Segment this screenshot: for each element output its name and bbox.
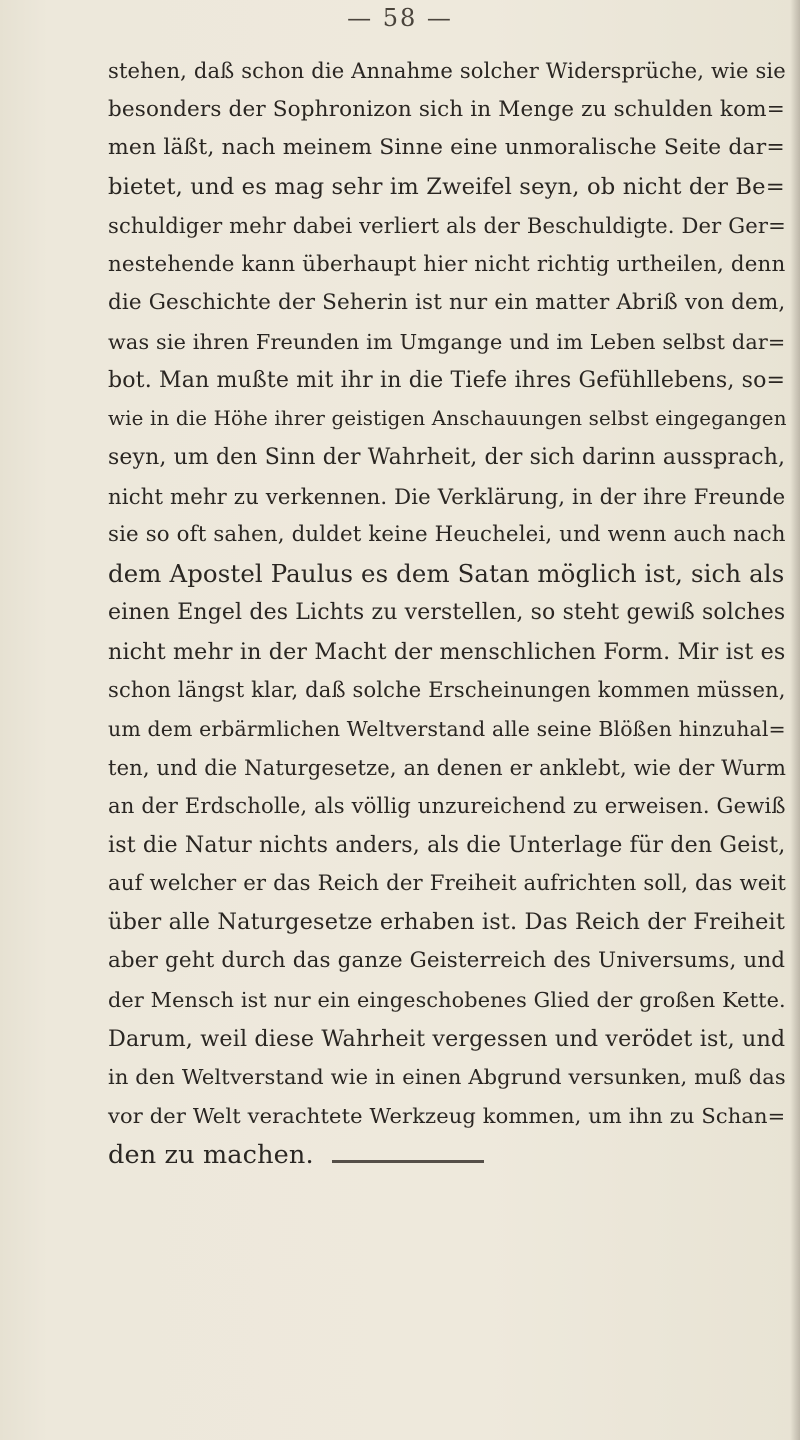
text-line: bot. Man mußte mit ihr in die Tiefe ihres Gefühllebens, so= <box>108 367 786 393</box>
text-line: um dem erbärmlichen Weltverstand alle seine Blößen hinzuhal= <box>108 716 786 741</box>
text-line: Darum, weil diese Wahrheit vergessen und verödet ist, und <box>108 1025 786 1052</box>
text-line: einen Engel des Lichts zu verstellen, so steht gewiß solches <box>108 599 786 625</box>
text-line: men läßt, nach meinem Sinne eine unmoralische Seite dar= <box>108 135 785 161</box>
text-line: an der Erdscholle, als völlig unzureichend zu erweisen. Gewiß <box>108 793 786 819</box>
section-divider-rule <box>332 1160 484 1163</box>
text-line: ten, und die Naturgesetze, an denen er anklebt, wie der Wurm <box>108 754 787 780</box>
text-line: bietet, und es mag sehr im Zweifel seyn, ob nicht der Be= <box>108 174 785 201</box>
text-line: den zu machen. <box>108 1139 314 1170</box>
text-line: auf welcher er das Reich der Freiheit aufrichten soll, das weit <box>108 870 787 896</box>
text-line: über alle Naturgesetze erhaben ist. Das Reich der Freiheit <box>108 909 785 936</box>
text-line: der Mensch ist nur ein eingeschobenes Glied der großen Kette. <box>108 987 786 1012</box>
page-number: — 58 — <box>347 4 453 32</box>
text-line: nicht mehr in der Macht der menschlichen Form. Mir ist es <box>108 638 786 665</box>
text-line: vor der Welt verachtete Werkzeug kommen, um ihn zu Schan= <box>108 1103 786 1128</box>
text-line: ist die Natur nichts anders, als die Unterlage für den Geist, <box>108 832 786 859</box>
text-line: sie so oft sahen, duldet keine Heuchelei, und wenn auch nach <box>108 522 786 548</box>
text-line: was sie ihren Freunden im Umgange und im Leben selbst dar= <box>108 329 786 354</box>
text-line: wie in die Höhe ihrer geistigen Anschauungen selbst eingegangen <box>108 407 787 431</box>
text-line: besonders der Sophronizon sich in Menge zu schulden kom= <box>108 96 785 122</box>
text-line: schuldiger mehr dabei verliert als der Beschuldigte. Der Ger= <box>108 212 786 238</box>
text-line: aber geht durch das ganze Geisterreich des Universums, und <box>108 948 786 974</box>
text-line: schon längst klar, daß solche Erscheinungen kommen müssen, <box>108 677 786 703</box>
page-edge-shadow <box>790 0 800 1440</box>
text-line: nestehende kann überhaupt hier nicht richtig urtheilen, denn <box>108 251 786 277</box>
text-line: dem Apostel Paulus es dem Satan möglich ist, sich als <box>108 559 785 589</box>
text-line: nicht mehr zu verkennen. Die Verklärung, in der ihre Freunde <box>108 483 786 509</box>
body-paragraph <box>108 52 788 1174</box>
text-line: in den Weltverstand wie in einen Abgrund versunken, muß das <box>108 1065 786 1090</box>
text-line: stehen, daß schon die Annahme solcher Widersprüche, wie sie <box>108 58 786 83</box>
text-line: die Geschichte der Seherin ist nur ein matter Abriß von dem, <box>108 290 786 316</box>
text-line: seyn, um den Sinn der Wahrheit, der sich darinn aussprach, <box>108 445 786 471</box>
